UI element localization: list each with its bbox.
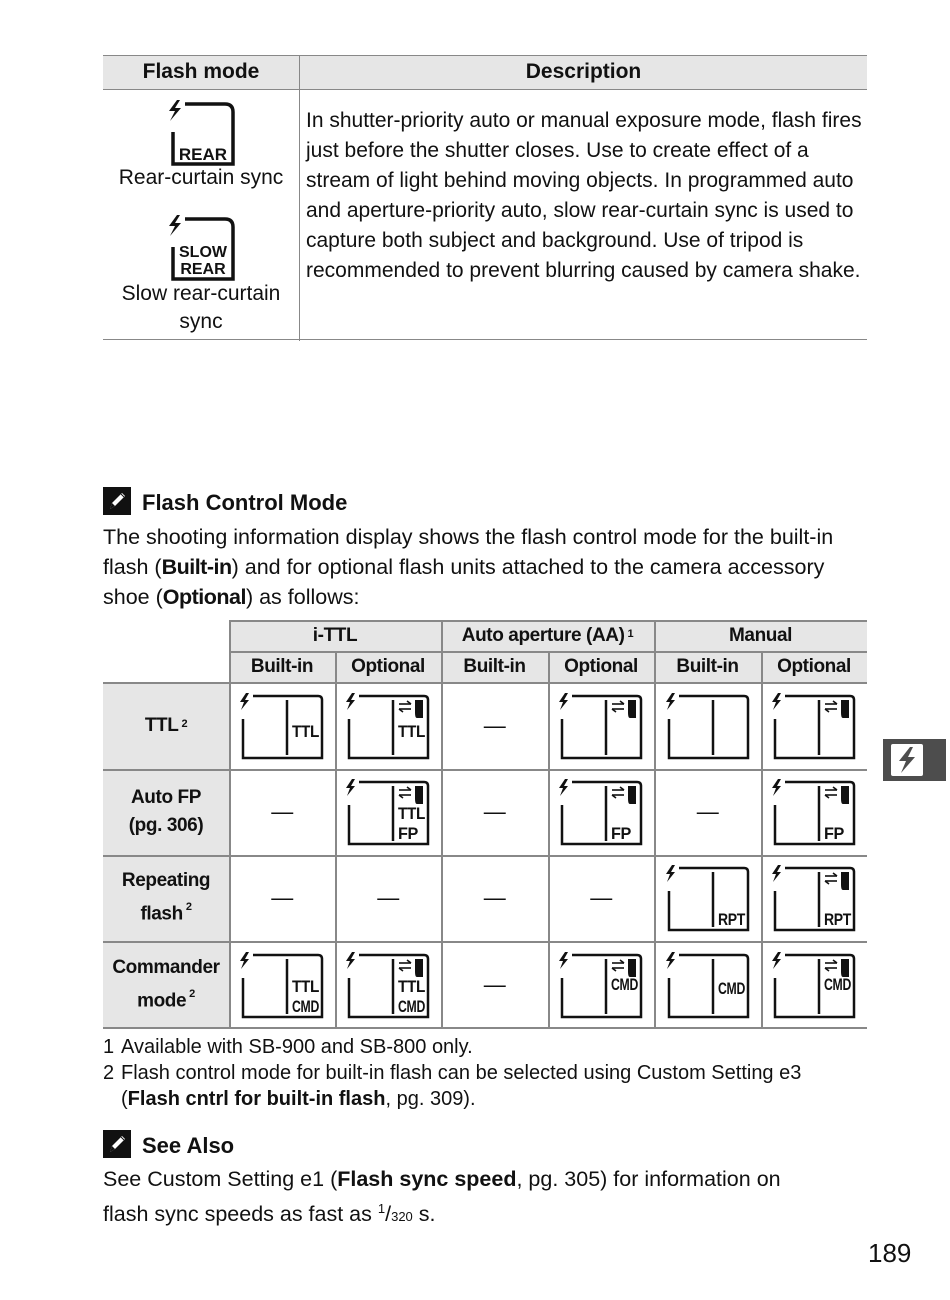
lcd-optional-icon — [771, 777, 857, 847]
lcd-label: CMD — [611, 974, 639, 994]
header-description: Description — [525, 60, 642, 83]
lcd-label: TTL — [398, 976, 426, 996]
lcd-label: TTL — [292, 721, 320, 741]
mode-slow-rear-curtain-sync: Slow rear-curtain sync — [121, 282, 281, 333]
mode-cell-r0-c5 — [761, 682, 867, 769]
lcd-label: FP — [824, 824, 845, 843]
mode-cell-r0-c1 — [335, 682, 441, 769]
lcd-builtin-icon — [665, 691, 751, 761]
mode-cell-r3-c1 — [335, 941, 441, 1028]
sub-manual-optional: Optional — [777, 655, 851, 677]
lcd-optional-icon — [771, 950, 857, 1020]
row-auto-fp: Auto FP (pg. 306) — [128, 787, 204, 836]
lcd-label: FP — [398, 824, 419, 843]
lcd-builtin-icon — [665, 950, 751, 1020]
mode-cell-r2-c0 — [229, 855, 335, 941]
mode-description: In shutter-priority auto or manual exposure mode, flash fires just before the shutter closes. Use to create effect of a stream of light behind moving objects. In programmed auto and aperture-priority auto, slow rear-curtain sync is used to capture both subject and background. Use of tripod is recommended to prevent blurring caused by camera shake. — [306, 109, 862, 282]
lcd-builtin-icon — [239, 950, 325, 1020]
flash-slow-rear-icon — [165, 212, 235, 282]
mode-cell-r0-c2 — [441, 682, 548, 769]
flash-control-text: The shooting information display shows the flash control mode for the built-in flash (Built-in) and for optional flash units attached to the camera accessory shoe (Optional) as follows: — [103, 525, 834, 609]
footnote-2-text: Flash control mode for built-in flash can be selected using Custom Setting e3 (Flash cntrl for built-in flash, pg. 309). — [121, 1062, 802, 1110]
lcd-builtin-icon — [239, 691, 325, 761]
flash-tab-icon — [891, 744, 923, 776]
mode-cell-r1-c2 — [441, 769, 548, 855]
flash-control-table — [103, 620, 867, 1028]
lcd-optional-icon — [558, 950, 644, 1020]
lcd-label: TTL — [398, 804, 426, 823]
lcd-label: RPT — [824, 910, 852, 929]
dash-text: — — [271, 885, 293, 910]
note-pencil-icon — [103, 487, 131, 515]
group-auto-aperture: Auto aperture (AA) $^1$ — [461, 624, 634, 646]
mode-cell-r3-c4 — [654, 941, 761, 1028]
mode-cell-r3-c0 — [229, 941, 335, 1028]
lcd-label: TTL — [398, 721, 426, 741]
see-also-text: See Custom Setting e1 (Flash sync speed, pg. 305) for information on flash sync speeds as fast as $^1$/320 s. — [103, 1167, 781, 1227]
lcd-optional-icon — [771, 863, 857, 933]
sub-aa-optional: Optional — [564, 655, 638, 677]
mode-cell-r1-c1 — [335, 769, 441, 855]
mode-cell-r0-c0 — [229, 682, 335, 769]
dash-text: — — [483, 799, 506, 824]
header-flash-mode: Flash mode — [142, 60, 260, 83]
lcd-optional-icon — [558, 777, 644, 847]
mode-cell-r2-c4 — [654, 855, 761, 941]
lcd-label: CMD — [398, 996, 426, 1016]
lcd-label: CMD — [292, 996, 320, 1016]
footnote-1-text: Available with SB-900 and SB-800 only. — [121, 1036, 473, 1058]
lcd-optional-icon — [345, 691, 431, 761]
mode-cell-r3-c3 — [548, 941, 654, 1028]
dash-text: — — [271, 799, 293, 824]
slow-icon-text: SLOW — [179, 244, 227, 261]
lcd-label: CMD — [717, 978, 745, 998]
see-also-pencil-icon — [103, 1130, 131, 1158]
sub-ittl-builtin: Built-in — [250, 655, 314, 677]
row-repeating-flash: Repeating flash $^2$ — [121, 870, 211, 925]
rear-icon-text: REAR — [178, 145, 228, 164]
lcd-label: CMD — [824, 974, 852, 994]
rear-icon-text-2: REAR — [180, 261, 226, 278]
lcd-optional-icon — [345, 777, 431, 847]
dash-text: — — [696, 799, 719, 824]
mode-cell-r1-c5 — [761, 769, 867, 855]
flash-control-title: Flash Control Mode — [142, 490, 348, 515]
mode-cell-r2-c5 — [761, 855, 867, 941]
lcd-label: TTL — [292, 976, 320, 996]
section-tab — [883, 739, 946, 781]
dash-text: — — [377, 885, 399, 910]
dash-text: — — [483, 712, 506, 738]
page-number: 189 — [868, 1238, 912, 1268]
footnote-1: 1 — [103, 1036, 115, 1058]
mode-cell-r2-c1 — [335, 855, 441, 941]
flash-rear-icon — [165, 97, 235, 167]
sub-aa-builtin: Built-in — [463, 655, 526, 677]
row-ttl: TTL $^2$ — [144, 714, 188, 736]
dash-text: — — [590, 885, 612, 910]
see-also-title: See Also — [142, 1133, 235, 1158]
dash-text: — — [483, 971, 506, 997]
row-commander-mode: Commander mode $^2$ — [112, 956, 220, 1012]
mode-cell-r1-c4 — [654, 769, 761, 855]
lcd-builtin-icon — [665, 863, 751, 933]
mode-cell-r3-c5 — [761, 941, 867, 1028]
group-manual: Manual — [728, 624, 793, 646]
group-ittl: i-TTL — [312, 624, 358, 646]
mode-cell-r2-c2 — [441, 855, 548, 941]
dash-text: — — [483, 885, 506, 910]
footnote-2: 2 — [103, 1062, 115, 1084]
lcd-label: FP — [611, 824, 632, 843]
lcd-optional-icon — [558, 691, 644, 761]
mode-rear-curtain-sync: Rear-curtain sync — [118, 166, 284, 189]
mode-cell-r0-c3 — [548, 682, 654, 769]
mode-cell-r0-c4 — [654, 682, 761, 769]
lcd-optional-icon — [771, 691, 857, 761]
lcd-optional-icon — [345, 950, 431, 1020]
flash-mode-table — [103, 55, 867, 341]
mode-cell-r1-c0 — [229, 769, 335, 855]
mode-cell-r2-c3 — [548, 855, 654, 941]
mode-cell-r3-c2 — [441, 941, 548, 1028]
sub-manual-builtin: Built-in — [676, 655, 739, 677]
mode-cell-r1-c3 — [548, 769, 654, 855]
sub-ittl-optional: Optional — [351, 655, 425, 677]
lcd-label: RPT — [717, 910, 746, 929]
